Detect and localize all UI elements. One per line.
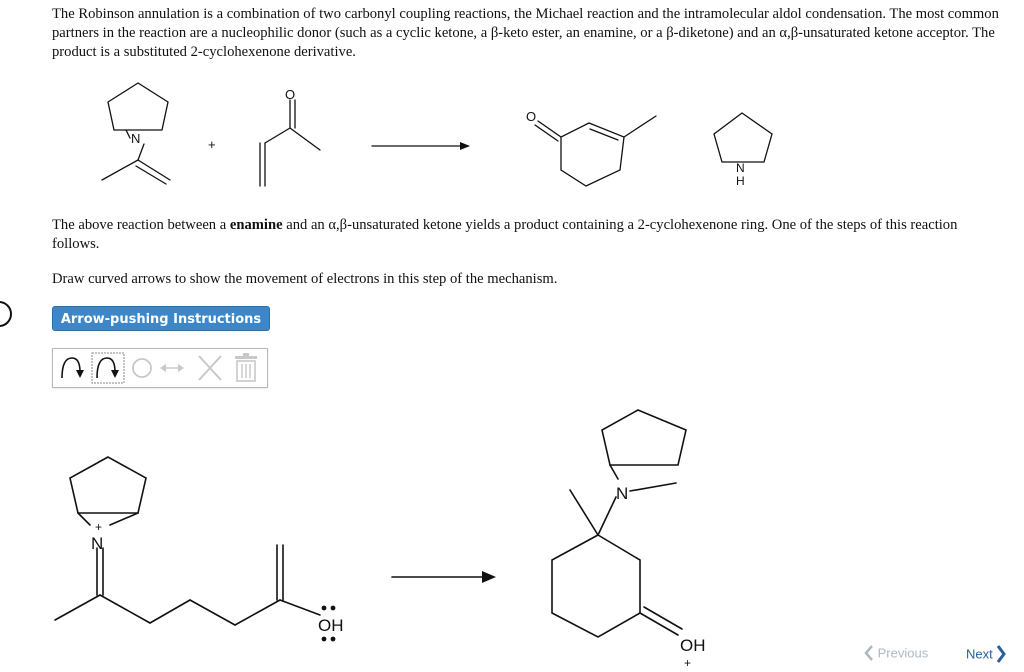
curved-arrow-pair-icon[interactable] [58,352,92,384]
product-cyclohexane-ring [552,535,640,637]
product-pyrrolidine-ring [602,410,686,465]
trash-icon[interactable] [231,352,261,384]
chevron-right-icon [996,644,1006,664]
mechanism-step-canvas[interactable] [50,395,720,672]
top-reaction-scheme [90,80,810,210]
resonance-arrow-icon[interactable] [157,352,187,384]
previous-button[interactable] [864,644,928,662]
next-label: Next [966,646,993,662]
oh-product-label: OH [680,636,706,655]
side-panel-toggle[interactable] [0,301,12,327]
intro-paragraph: The Robinson annulation is a combination of two carbonyl coupling reactions, the Michael reaction and the intramolecular aldol condensation. The most common partners in the reaction are a nucleophilic donor (such as a cyclic ketone, a β-keto ester, an enamine, or a β-diketone) and an α,β-unsaturated ketone acceptor. The product is a substituted 2-cyclohexenone derivative. [52,6,999,60]
n-byproduct-label: N [736,161,745,175]
drawing-toolbar [52,348,268,388]
cyclohexenone-ring [561,123,624,186]
n-product-label: N [616,484,629,503]
h-byproduct-label: H [736,174,745,188]
previous-label: Previous [877,645,929,661]
plus-sign: + [208,137,216,152]
enamine-bold: enamine [229,217,283,233]
rotate-icon[interactable] [127,352,157,384]
oh-product-charge: + [684,656,692,670]
above-paragraph: The above reaction between a enamine and an α,β-unsaturated ketone yields a product containing a 2-cyclohexenone ring. One of the steps of this reaction follows. [52,217,958,252]
delete-x-icon[interactable] [195,352,225,384]
pyrrolidine-ring [108,83,168,130]
pyrrolidine-byproduct-ring [714,113,772,162]
n-reactant-label: N [131,131,141,146]
draw-instruction: Draw curved arrows to show the movement of electrons in this step of the mechanism. [52,271,558,287]
next-button[interactable] [966,644,1006,664]
n-iminium-charge: + [95,520,103,534]
curved-arrow-single-icon[interactable] [91,352,125,384]
n-iminium-label: N [91,534,104,553]
chevron-left-icon [864,644,874,662]
iminium-pyrrolidine-ring [70,457,146,513]
arrow-pushing-instructions-button[interactable]: Arrow-pushing Instructions [52,306,270,331]
o-reactant-label: O [285,87,296,102]
oh-enol-label: OH [318,616,344,635]
o-product-label: O [526,109,537,124]
